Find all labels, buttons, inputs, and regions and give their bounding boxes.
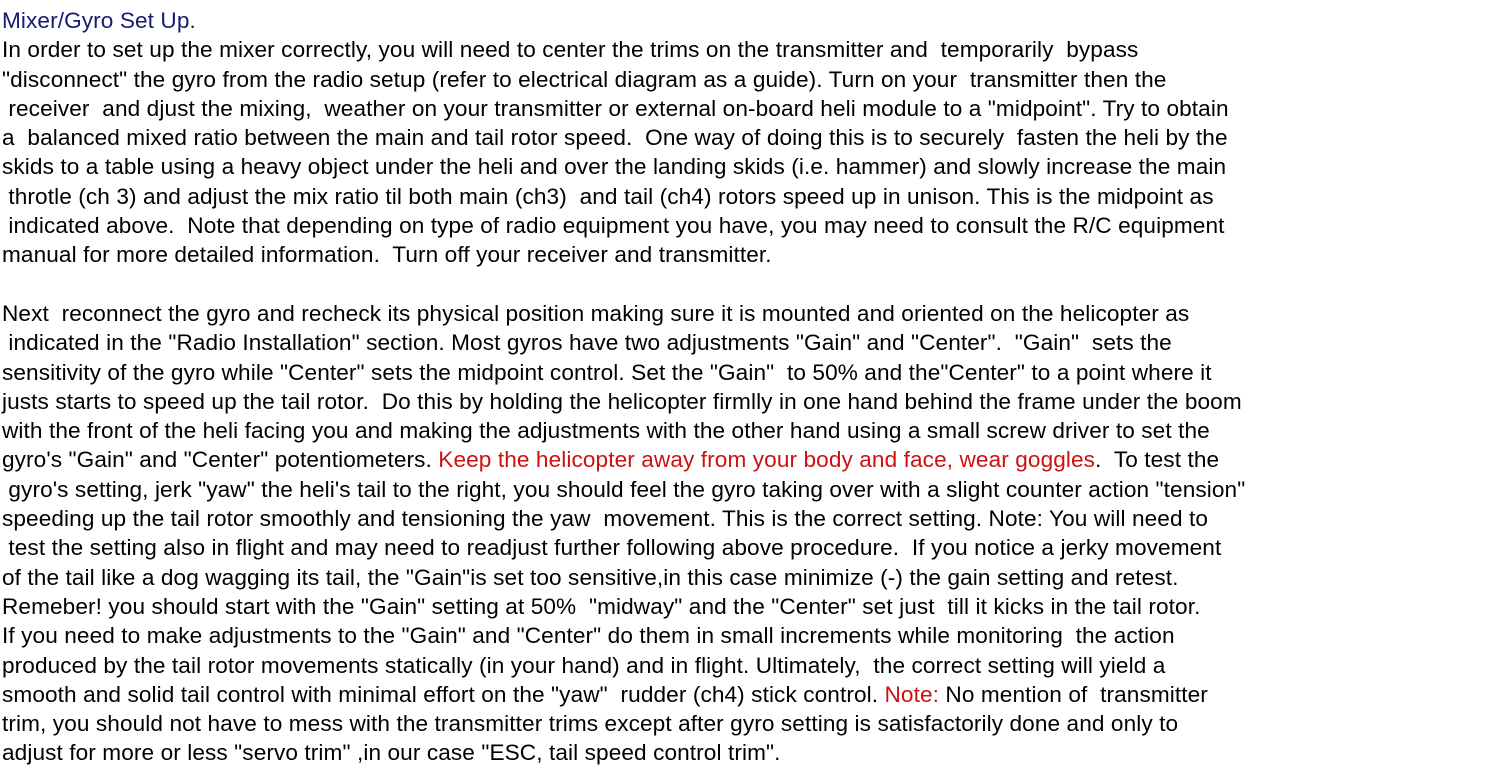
document-body bbox=[2, 6, 1498, 768]
line-text: gyro's "Gain" and "Center" potentiometers. bbox=[2, 447, 439, 473]
paragraph-line: sensitivity of the gyro while "Center" sets the midpoint control. Set the "Gain" to 50% and the"Center" to a point where it bbox=[2, 359, 1212, 385]
paragraph-line: indicated above. Note that depending on type of radio equipment you have, you may need to consult the R/C equipment bbox=[2, 213, 1225, 239]
paragraph-line: test the setting also in flight and may need to readjust further following above procedure. If you notice a jerky movement bbox=[2, 535, 1222, 561]
paragraph-line: "disconnect" the gyro from the radio setup (refer to electrical diagram as a guide). Turn on your transmitter then the bbox=[2, 66, 1167, 92]
paragraph-line bbox=[2, 445, 1498, 474]
page-title: Mixer/Gyro Set Up. bbox=[2, 8, 196, 33]
paragraph-line bbox=[2, 680, 1498, 709]
paragraph-line: justs starts to speed up the tail rotor. Do this by holding the helicopter firmlly in one hand behind the frame under the boom bbox=[2, 388, 1242, 414]
line-text: No mention of transmitter bbox=[939, 681, 1208, 707]
paragraph-line: produced by the tail rotor movements statically (in your hand) and in flight. Ultimately, the correct setting will yield a bbox=[2, 652, 1166, 678]
line-text: . To test the bbox=[1095, 447, 1220, 473]
paragraph-line: throtle (ch 3) and adjust the mix ratio til both main (ch3) and tail (ch4) rotors speed up in unison. This is the midpoint as bbox=[2, 183, 1214, 209]
paragraph-line: Next reconnect the gyro and recheck its physical position making sure it is mounted and oriented on the helicopter as bbox=[2, 300, 1190, 326]
mixer-setup-paragraph bbox=[2, 35, 1498, 269]
safety-warning: Keep the helicopter away from your body and face, wear goggles bbox=[438, 447, 1096, 473]
paragraph-line: with the front of the heli facing you and making the adjustments with the other hand using a small screw driver to set the bbox=[2, 418, 1210, 444]
paragraph-line: skids to a table using a heavy object under the heli and over the landing skids (i.e. hammer) and slowly increase the main bbox=[2, 154, 1227, 180]
paragraph-line: speeding up the tail rotor smoothly and tensioning the yaw movement. This is the correct setting. Note: You will need to bbox=[2, 506, 1209, 532]
paragraph-line: In order to set up the mixer correctly, you will need to center the trims on the transmitter and temporarily bypass bbox=[2, 37, 1139, 63]
paragraph-line: a balanced mixed ratio between the main and tail rotor speed. One way of doing this is to securely fasten the heli by the bbox=[2, 125, 1228, 151]
paragraph-line: gyro's setting, jerk "yaw" the heli's tail to the right, you should feel the gyro taking over with a slight counter action "tension" bbox=[2, 476, 1246, 502]
line-text: smooth and solid tail control with minimal effort on the "yaw" rudder (ch4) stick control. bbox=[2, 681, 885, 707]
paragraph-line: adjust for more or less "servo trim" ,in our case "ESC, tail speed control trim". bbox=[2, 740, 781, 766]
paragraph-line: of the tail like a dog wagging its tail, the "Gain"is set too sensitive,in this case minimize (-) the gain setting and retest. bbox=[2, 564, 1179, 590]
paragraph-line: If you need to make adjustments to the "Gain" and "Center" do them in small increments while monitoring the action bbox=[2, 623, 1175, 649]
blank-line bbox=[2, 270, 1498, 299]
paragraph-line: receiver and djust the mixing, weather on your transmitter or external on-board heli module to a "midpoint". Try to obtain bbox=[2, 95, 1229, 121]
paragraph-line: manual for more detailed information. Turn off your receiver and transmitter. bbox=[2, 242, 772, 268]
note-label: Note: bbox=[884, 681, 940, 707]
paragraph-line: Remeber! you should start with the "Gain" setting at 50% "midway" and the "Center" set just till it kicks in the tail rotor. bbox=[2, 593, 1201, 619]
paragraph-line: trim, you should not have to mess with the transmitter trims except after gyro setting is satisfactorily done and only to bbox=[2, 711, 1179, 737]
paragraph-line: indicated in the "Radio Installation" section. Most gyros have two adjustments "Gain" and "Center". "Gain" sets the bbox=[2, 330, 1172, 356]
gyro-setup-paragraph bbox=[2, 299, 1498, 768]
